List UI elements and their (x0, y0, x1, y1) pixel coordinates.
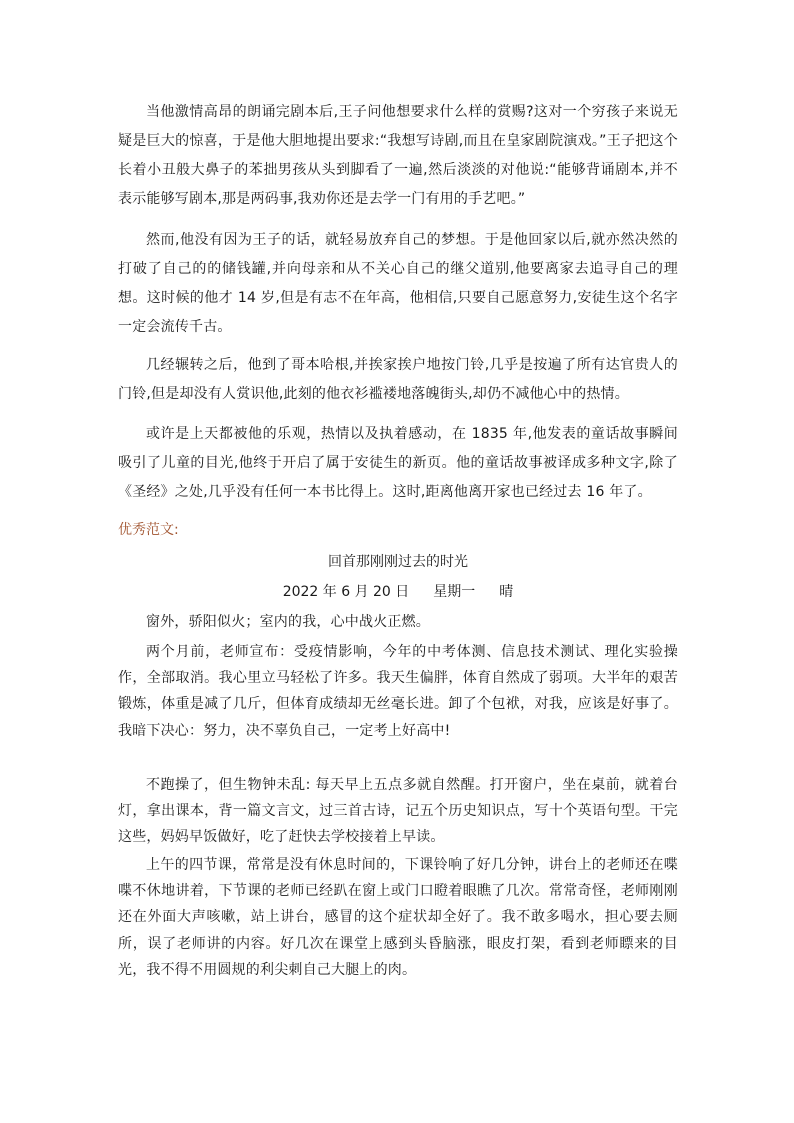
essay-paragraph-1: 窗外，骄阳似火；室内的我，心中战火正燃。 (146, 614, 430, 630)
story-paragraph-3: 几经辗转之后，他到了哥本哈根,并挨家挨户地按门铃,几乎是按遍了所有达官贵人的门铃,但是却没有人赏识他,此刻的他衣衫褴褛地落魄街头,却仍不减他心中的热情。 (118, 357, 678, 402)
essay-weekday: 星期一 (433, 584, 476, 600)
story-paragraph-1: 当他激情高昂的朗诵完剧本后,王子问他想要求什么样的赏赐?这对一个穷孩子来说无疑是巨大的惊喜，于是他大胆地提出要求:“我想写诗剧,而且在皇家剧院演戏。”王子把这个长着小丑般大鼻子的苯拙男孩从头到脚看了一遍,然后淡淡的对他说:“能够背诵剧本,并不表示能够写剧本,那是两码事,我劝你还是去学一门有用的手艺吧。” (118, 104, 678, 207)
essay-dateline (118, 581, 678, 603)
essay-title: 回首那刚刚过去的时光 (328, 554, 468, 570)
essay-paragraph-2: 两个月前，老师宣布：受疫情影响，今年的中考体测、信息技术测试、理化实验操作，全部取消。我心里立马轻松了许多。我天生偏胖，体育自然成了弱项。大半年的艰苦锻炼，体重是减了几斤，但体育成绩却无丝毫长进。卸了个包袱，对我，应该是好事了。我暗下决心：努力，决不辜负自己，一定考上好高中! (118, 644, 678, 739)
story-paragraph-2: 然而,他没有因为王子的话，就轻易放弃自己的梦想。于是他回家以后,就亦然决然的打破了自己的的储钱罐,并向母亲和从不关心自己的继父道别,他要离家去追寻自己的理想。这时候的他才 14 岁,但是有志不在年高，他相信,只要自己愿意努力,安徒生这个名字一定会流传千古。 (118, 232, 678, 335)
essay-paragraph-3: 不跑操了，但生物钟未乱: 每天早上五点多就自然醒。打开窗户，坐在桌前，就着台灯，拿出课本，背一篇文言文，过三首古诗，记五个历史知识点，写十个英语句型。干完这些，妈妈早饭做好，吃了赶快去学校接着上早读。 (118, 777, 678, 846)
essay-section-label: 优秀范文: (118, 522, 179, 538)
essay-paragraph-4: 上午的四节课，常常是没有休息时间的，下课铃响了好几分钟，讲台上的老师还在喋喋不休地讲着，下节课的老师已经趴在窗上或门口瞪着眼瞧了几次。常常奇怪，老师刚刚还在外面大声咳嗽，站上讲台，感冒的这个症状却全好了。我不敢多喝水，担心要去厕所，误了老师讲的内容。好几次在课堂上感到头昏脑涨，眼皮打架，看到老师瞟来的目光，我不得不用圆规的利尖刺自己大腿上的肉。 (118, 857, 678, 978)
essay-date: 2022 年 6 月 20 日 (282, 584, 410, 600)
story-paragraph-4: 或许是上天都被他的乐观，热情以及执着感动，在 1835 年,他发表的童话故事瞬间吸引了儿童的目光,他终于开启了属于安徒生的新页。他的童话故事被译成多种文字,除了《圣经》之处,几乎没有任何一本书比得上。这时,距离他离开家也已经过去 16 年了。 (118, 426, 678, 500)
essay-weather: 晴 (499, 584, 514, 600)
